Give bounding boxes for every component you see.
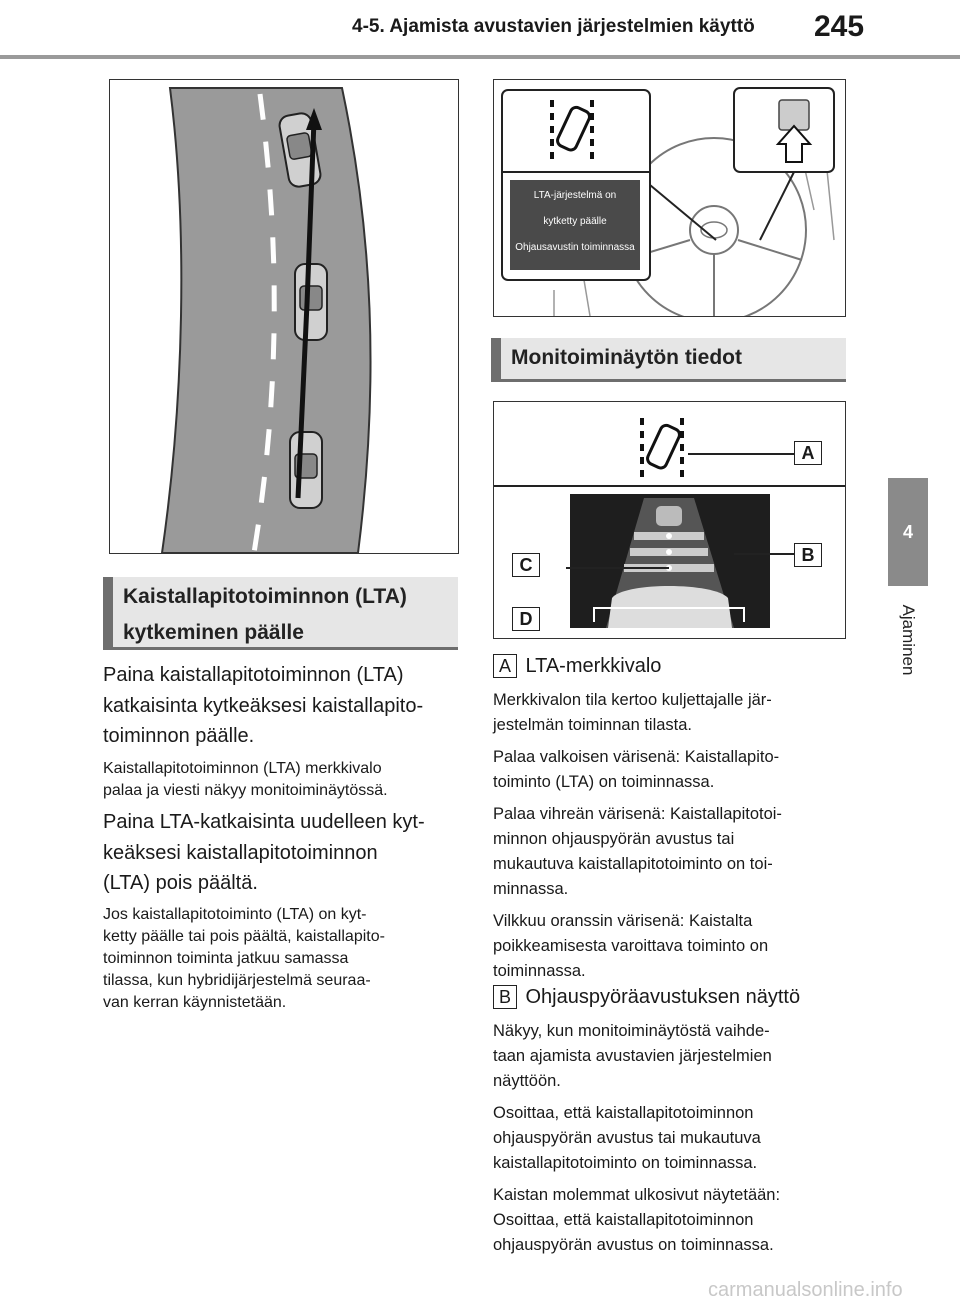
callout-label-d: D bbox=[512, 607, 540, 631]
text-line: Palaa valkoisen värisenä: Kaistallapito- bbox=[493, 748, 780, 766]
text-line: Vilkkuu oranssin värisenä: Kaistalta bbox=[493, 912, 753, 930]
text-line: Paina kaistallapitotoiminnon (LTA) bbox=[103, 664, 404, 686]
callout-label-c: C bbox=[512, 553, 540, 577]
text-line: Osoittaa, että kaistallapitotoiminnon bbox=[493, 1104, 754, 1122]
text-line: poikkeamisesta varoittava toiminto on bbox=[493, 937, 769, 955]
text-line: jestelmän toiminnan tilasta. bbox=[493, 716, 693, 734]
item-b-description bbox=[493, 1019, 838, 1258]
text-line: tilassa, kun hybridijärjestelmä seuraa- bbox=[103, 972, 371, 989]
display-message-line2: kytketty päälle bbox=[543, 216, 607, 227]
text-line: keäksesi kaistallapitotoiminnon bbox=[103, 841, 378, 864]
text-line: toiminnon päälle. bbox=[103, 725, 255, 747]
text-line: Paina LTA-katkaisinta uudelleen kyt- bbox=[103, 811, 425, 833]
heading-line: Kaistallapitotoiminnon (LTA) bbox=[123, 585, 407, 608]
road-drawing bbox=[110, 80, 458, 553]
text-line: Kaistallapitotoiminnon (LTA) merkkivalo bbox=[103, 760, 382, 777]
paragraph-instruction-off bbox=[103, 807, 463, 899]
text-line: (LTA) pois päältä. bbox=[103, 872, 258, 894]
paragraph-state-note bbox=[103, 904, 463, 1014]
dashboard-illustration bbox=[493, 79, 846, 317]
heading-line: kytkeminen päälle bbox=[123, 621, 304, 644]
car-icon bbox=[295, 264, 327, 340]
text-line: Osoittaa, että kaistallapitotoiminnon bbox=[493, 1211, 754, 1229]
item-a-letter: A bbox=[493, 654, 517, 678]
text-line: minnon ohjauspyörän avustus tai bbox=[493, 830, 735, 848]
text-line: toiminnon toiminta jatkuu samassa bbox=[103, 950, 349, 967]
text-line: taan ajamista avustavien järjestelmien bbox=[493, 1047, 772, 1065]
section-title: 4-5. Ajamista avustavien järjestelmien käyttö bbox=[352, 16, 755, 37]
text-line: ketty päälle tai pois päältä, kaistallapito- bbox=[103, 928, 385, 945]
paragraph-indicator-note bbox=[103, 758, 463, 802]
lta-indicator-icon bbox=[642, 418, 682, 478]
header-divider bbox=[0, 55, 960, 59]
text-line: Näkyy, kun monitoiminäytöstä vaihde- bbox=[493, 1022, 770, 1040]
text-line: katkaisinta kytkeäksesi kaistallapito- bbox=[103, 694, 424, 717]
text-line: ohjauspyörän avustus tai mukautuva bbox=[493, 1129, 761, 1147]
callout-label-b: B bbox=[794, 543, 822, 567]
paragraph-instruction-on bbox=[103, 660, 463, 752]
road-illustration bbox=[109, 79, 459, 554]
section-heading-monitor: Monitoiminäytön tiedot bbox=[491, 338, 846, 382]
text-line: Merkkivalon tila kertoo kuljettajalle jär- bbox=[493, 691, 772, 709]
item-b-title: Ohjauspyöräavustuksen näyttö bbox=[525, 986, 801, 1008]
callout-label-a: A bbox=[794, 441, 822, 465]
item-b-heading bbox=[493, 985, 800, 1009]
text-line: Kaistan molemmat ulkosivut näytetään: bbox=[493, 1186, 781, 1204]
section-heading-lta bbox=[103, 577, 458, 650]
text-line: toiminnassa. bbox=[493, 962, 586, 980]
text-line: Palaa vihreän värisenä: Kaistallapitotoi- bbox=[493, 805, 782, 823]
display-drawing bbox=[494, 402, 845, 638]
watermark: carmanualsonline.info bbox=[708, 1279, 903, 1301]
text-line: minnassa. bbox=[493, 880, 569, 898]
text-line: ohjauspyörän avustus on toiminnassa. bbox=[493, 1236, 774, 1254]
item-a-title: LTA-merkkivalo bbox=[525, 655, 662, 677]
car-icon bbox=[290, 432, 322, 508]
text-line: van kerran käynnistetään. bbox=[103, 994, 287, 1011]
page-number: 245 bbox=[814, 10, 865, 43]
text-line: näyttöön. bbox=[493, 1072, 561, 1090]
display-message-line3: Ohjausavustin toiminnassa bbox=[515, 242, 635, 253]
text-line: mukautuva kaistallapitotoiminto on toi- bbox=[493, 855, 773, 873]
text-line: kaistallapitotoiminto on toiminnassa. bbox=[493, 1154, 758, 1172]
item-a-description bbox=[493, 688, 838, 984]
chapter-tab: 4 bbox=[888, 478, 928, 586]
item-b-letter: B bbox=[493, 985, 517, 1009]
display-message-line1: LTA-järjestelmä on bbox=[533, 190, 617, 201]
multi-info-display-illustration bbox=[493, 401, 846, 639]
chapter-label-text: Ajaminen bbox=[899, 604, 918, 676]
chapter-label bbox=[860, 600, 956, 680]
item-a-heading bbox=[493, 654, 661, 678]
text-line: palaa ja viesti näkyy monitoiminäytössä. bbox=[103, 782, 388, 799]
text-line: Jos kaistallapitotoiminto (LTA) on kyt- bbox=[103, 906, 367, 923]
text-line: toiminto (LTA) on toiminnassa. bbox=[493, 773, 715, 791]
